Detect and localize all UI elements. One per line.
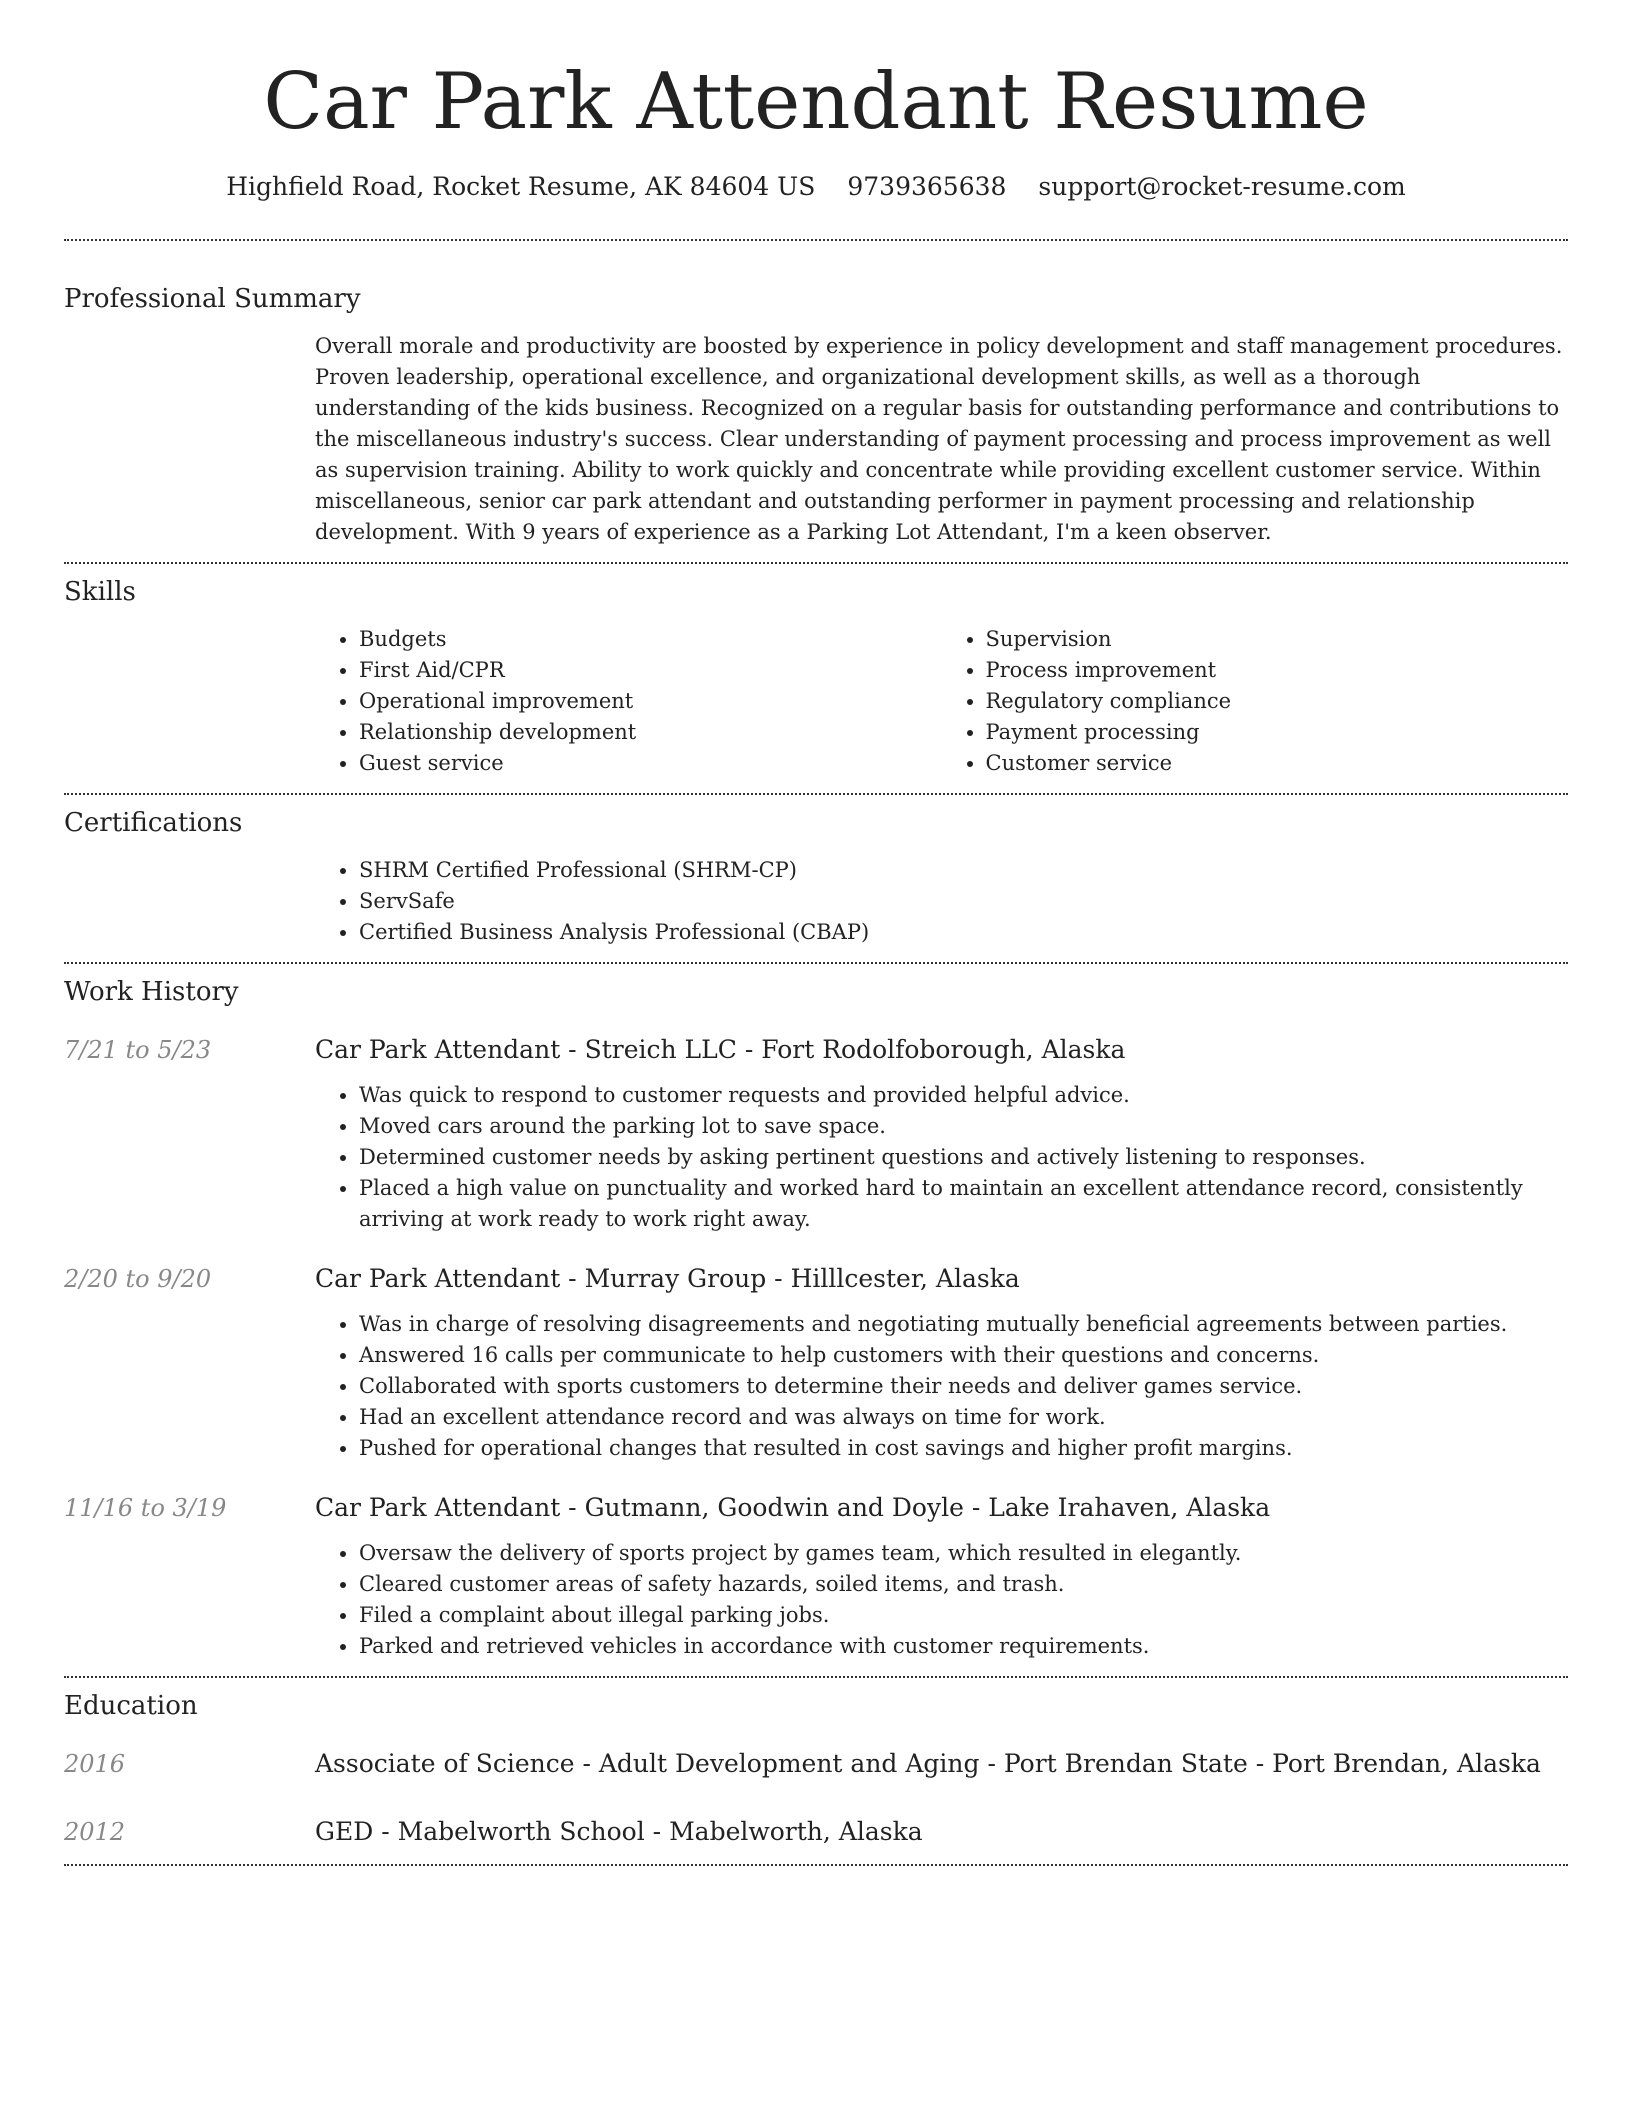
summary-section <box>64 241 1568 562</box>
job-title: Car Park Attendant - Gutmann, Goodwin and Doyle - Lake Irahaven, Alaska <box>315 1493 1271 1522</box>
job-bullet: • Answered 16 calls per communicate to help customers with their questions and concerns. <box>359 1340 1568 1371</box>
skills-heading: Skills <box>64 577 136 607</box>
job-bullet: • Determined customer needs by asking pertinent questions and actively listening to responses. <box>359 1142 1568 1173</box>
skill-item: • Relationship development <box>359 717 942 748</box>
job-bullet: • Collaborated with sports customers to determine their needs and deliver games service. <box>359 1371 1568 1402</box>
job-title: Car Park Attendant - Streich LLC - Fort Rodolfoborough, Alaska <box>315 1035 1126 1064</box>
skills-list-left <box>315 624 942 779</box>
job-bullet: • Was quick to respond to customer requests and provided helpful advice. <box>359 1080 1568 1111</box>
work-history-section <box>64 964 1568 1676</box>
skill-item: • Guest service <box>359 748 942 779</box>
skill-item: • Payment processing <box>986 717 1569 748</box>
job-bullet: • Cleared customer areas of safety hazards, soiled items, and trash. <box>359 1569 1568 1600</box>
job-title: Car Park Attendant - Murray Group - Hilllcester, Alaska <box>315 1264 1020 1293</box>
summary-text: Overall morale and productivity are boosted by experience in policy development and staff management procedures. Proven leadership, operational excellence, and organizational development skills, as well as a thorough understanding of the kids business. Recognized on a regular basis for outstanding performance and contributions to the miscellaneous industry's success. Clear understanding of payment processing and process improvement as well as supervision training. Ability to work quickly and concentrate while providing excellent customer service. Within miscellaneous, senior car park attendant and outstanding performer in payment processing and relationship development. With 9 years of experience as a Parking Lot Attendant, I'm a keen observer. <box>315 334 1563 544</box>
divider <box>64 1864 1568 1866</box>
job-dates: 7/21 to 5/23 <box>64 1036 212 1064</box>
skills-section <box>64 564 1568 793</box>
education-heading: Education <box>64 1691 198 1721</box>
skill-item: • Process improvement <box>986 655 1569 686</box>
skill-item: • Budgets <box>359 624 942 655</box>
job-dates: 11/16 to 3/19 <box>64 1494 227 1522</box>
contact-email: support@rocket-resume.com <box>1038 172 1406 201</box>
skill-item: • Regulatory compliance <box>986 686 1569 717</box>
job-bullets <box>315 1309 1568 1464</box>
resume-page <box>64 0 1568 1866</box>
job-bullet: • Filed a complaint about illegal parking jobs. <box>359 1600 1568 1631</box>
job-bullet: • Had an excellent attendance record and was always on time for work. <box>359 1402 1568 1433</box>
job-bullet: • Parked and retrieved vehicles in accordance with customer requirements. <box>359 1631 1568 1662</box>
skill-item: • First Aid/CPR <box>359 655 942 686</box>
certification-item: • SHRM Certified Professional (SHRM-CP) <box>359 855 1568 886</box>
resume-title: Car Park Attendant Resume <box>263 57 1369 147</box>
skill-item: • Supervision <box>986 624 1569 655</box>
education-year: 2012 <box>64 1818 126 1846</box>
certifications-list <box>315 855 1568 948</box>
skill-item: • Operational improvement <box>359 686 942 717</box>
summary-heading: Professional Summary <box>64 284 361 314</box>
job-entry <box>64 1261 1568 1464</box>
job-dates: 2/20 to 9/20 <box>64 1265 212 1293</box>
education-year: 2016 <box>64 1750 126 1778</box>
certifications-section <box>64 795 1568 962</box>
job-bullet: • Placed a high value on punctuality and worked hard to maintain an excellent attendance record, consistently arriving at work ready to work right away. <box>359 1173 1568 1235</box>
education-title: GED - Mabelworth School - Mabelworth, Alaska <box>315 1817 923 1846</box>
job-bullets <box>315 1080 1568 1235</box>
education-entry <box>64 1746 1568 1782</box>
work-history-heading: Work History <box>64 977 239 1007</box>
job-bullet: • Was in charge of resolving disagreements and negotiating mutually beneficial agreements between parties. <box>359 1309 1568 1340</box>
education-title: Associate of Science - Adult Development and Aging - Port Brendan State - Port Brendan, Alaska <box>315 1749 1541 1778</box>
job-bullet: • Pushed for operational changes that resulted in cost savings and higher profit margins. <box>359 1433 1568 1464</box>
skill-item: • Customer service <box>986 748 1569 779</box>
certification-item: • ServSafe <box>359 886 1568 917</box>
contact-phone: 9739365638 <box>847 172 1007 201</box>
education-section <box>64 1678 1568 1864</box>
certification-item: • Certified Business Analysis Professional (CBAP) <box>359 917 1568 948</box>
job-bullets <box>315 1538 1568 1662</box>
job-bullet: • Moved cars around the parking lot to save space. <box>359 1111 1568 1142</box>
certifications-heading: Certifications <box>64 808 243 838</box>
skills-list-right <box>942 624 1569 779</box>
contact-address: Highfield Road, Rocket Resume, AK 84604 US <box>226 172 816 201</box>
job-bullet: • Oversaw the delivery of sports project by games team, which resulted in elegantly. <box>359 1538 1568 1569</box>
job-entry <box>64 1490 1568 1662</box>
job-entry <box>64 1032 1568 1235</box>
education-entry <box>64 1814 1568 1850</box>
contact-line <box>64 170 1568 204</box>
